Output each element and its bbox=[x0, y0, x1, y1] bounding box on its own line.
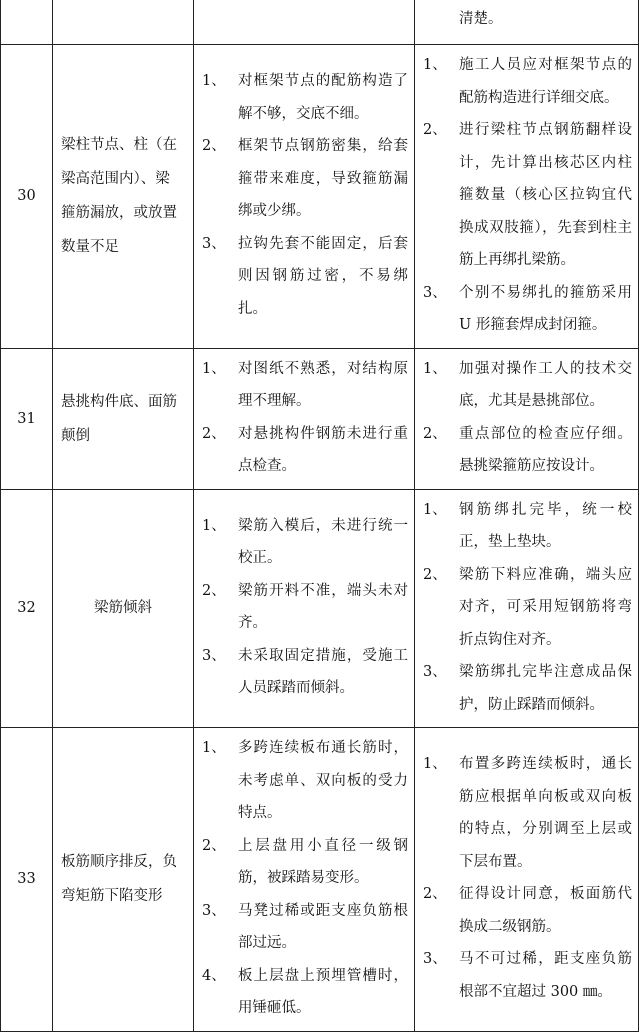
table-row bbox=[1, 45, 639, 349]
item-text: 马凳过稀或距支座负筋根部过远。 bbox=[238, 902, 408, 951]
row-number: 30 bbox=[1, 45, 53, 349]
list-item bbox=[423, 49, 632, 114]
list-item bbox=[202, 65, 408, 130]
item-index: 2、 bbox=[423, 886, 447, 903]
item-index: 2、 bbox=[423, 425, 447, 442]
list-item bbox=[202, 575, 408, 640]
list-item bbox=[423, 748, 632, 878]
item-text: 上层盘用小直径一级钢筋，被踩踏易变形。 bbox=[238, 837, 408, 886]
list-item bbox=[202, 732, 408, 830]
item-index: 1、 bbox=[423, 501, 447, 518]
item-text: 对图纸不熟悉，对结构原理不理解。 bbox=[238, 360, 408, 409]
measure-list bbox=[415, 728, 639, 1032]
list-item bbox=[202, 130, 408, 228]
cause-list bbox=[194, 45, 415, 349]
cause-cell bbox=[194, 0, 415, 45]
list-item bbox=[423, 943, 632, 1008]
table-row bbox=[1, 728, 639, 1032]
measure-list bbox=[415, 348, 639, 489]
list-item bbox=[202, 510, 408, 575]
number-cell bbox=[1, 0, 53, 45]
list-item bbox=[423, 114, 632, 277]
row-number: 32 bbox=[1, 489, 53, 728]
cause-list bbox=[194, 728, 415, 1032]
item-index: 1、 bbox=[423, 57, 447, 73]
item-index: 2、 bbox=[423, 566, 447, 583]
issue-text: 悬挑构件底、面筋颠倒 bbox=[53, 348, 194, 489]
item-index: 1、 bbox=[202, 360, 226, 377]
issue-text: 梁筋倾斜 bbox=[53, 489, 194, 728]
item-text: 未采取固定措施，受施工人员踩踏而倾斜。 bbox=[238, 647, 408, 697]
item-index: 2、 bbox=[202, 837, 226, 854]
list-item bbox=[423, 656, 632, 721]
table-row bbox=[1, 348, 639, 489]
item-text: 进行梁柱节点钢筋翻样设计，先计算出核芯区内柱箍数量（核心区拉钩宜代换成双肢箍），先套到柱主筋上再绑扎梁筋。 bbox=[459, 122, 632, 268]
list-item bbox=[423, 494, 632, 559]
item-text: 加强对操作工人的技术交底，尤其是悬挑部位。 bbox=[459, 360, 632, 409]
table-row bbox=[1, 489, 639, 728]
item-index: 3、 bbox=[423, 284, 447, 301]
item-text: 布置多跨连续板时，通长筋应根据单向板或双向板的特点，分别调至上层或下层布置。 bbox=[459, 756, 632, 870]
list-item bbox=[423, 878, 632, 943]
row-number: 33 bbox=[1, 728, 53, 1032]
item-index: 1、 bbox=[202, 517, 226, 534]
measure-cell bbox=[415, 0, 639, 45]
item-text: 对悬挑构件钢筋未进行重点检查。 bbox=[238, 425, 408, 474]
item-index: 3、 bbox=[423, 951, 447, 968]
item-index: 3、 bbox=[202, 647, 226, 664]
item-index: 2、 bbox=[202, 425, 226, 442]
item-text: 重点部位的检查应仔细。悬挑梁箍筋应按设计。 bbox=[459, 425, 632, 474]
item-text: 钢筋绑扎完毕，统一校正，垫上垫块。 bbox=[459, 501, 632, 550]
item-text: 框架节点钢筋密集，给套箍带来难度，导致箍筋漏绑或少绑。 bbox=[238, 138, 408, 220]
item-text: 板上层盘上预埋管槽时，用锤砸低。 bbox=[238, 967, 408, 1016]
item-text: 梁筋下料应准确，端头应对齐，可采用短钢筋将弯折点钩住对齐。 bbox=[459, 566, 632, 648]
measure-list bbox=[415, 489, 639, 728]
item-index: 1、 bbox=[423, 756, 447, 773]
item-text: 施工人员应对框架节点的配筋构造进行详细交底。 bbox=[459, 57, 632, 106]
list-item bbox=[202, 640, 408, 705]
item-text: 对框架节点的配筋构造了解不够，交底不细。 bbox=[238, 73, 408, 122]
item-index: 4、 bbox=[202, 967, 226, 984]
item-index: 3、 bbox=[423, 664, 447, 680]
cause-list bbox=[194, 489, 415, 728]
list-item bbox=[423, 277, 632, 342]
measure-continuation: 清楚。 bbox=[459, 11, 503, 27]
item-index: 1、 bbox=[202, 73, 226, 90]
item-index: 1、 bbox=[423, 360, 447, 377]
item-index: 2、 bbox=[202, 582, 226, 599]
list-item bbox=[202, 960, 408, 1025]
cause-list bbox=[194, 348, 415, 489]
row-number: 31 bbox=[1, 348, 53, 489]
item-text: 征得设计同意，板面筋代换成二级钢筋。 bbox=[459, 886, 632, 935]
table-row bbox=[1, 0, 639, 45]
item-index: 2、 bbox=[423, 122, 447, 138]
item-index: 3、 bbox=[202, 235, 226, 252]
item-text: 多跨连续板布通长筋时，未考虑单、双向板的受力特点。 bbox=[238, 740, 408, 821]
issue-text: 板筋顺序排反，负弯矩筋下陷变形 bbox=[53, 728, 194, 1032]
list-item bbox=[423, 353, 632, 418]
list-item bbox=[202, 418, 408, 483]
item-text: 个别不易绑扎的箍筋采用 U 形箍套焊成封闭箍。 bbox=[459, 284, 632, 333]
item-text: 梁筋入模后，未进行统一校正。 bbox=[238, 517, 408, 567]
item-index: 3、 bbox=[202, 902, 226, 919]
item-text: 马不可过稀，距支座负筋根部不宜超过 300 ㎜。 bbox=[459, 951, 632, 1000]
item-text: 梁筋开料不准，端头未对齐。 bbox=[238, 582, 408, 632]
list-item bbox=[202, 830, 408, 895]
item-index: 1、 bbox=[202, 740, 226, 756]
item-text: 梁筋绑扎完毕注意成品保护，防止踩踏而倾斜。 bbox=[459, 664, 632, 713]
issue-cell bbox=[53, 0, 194, 45]
issue-text: 梁柱节点、柱（在梁高范围内）、梁箍筋漏放，或放置数量不足 bbox=[53, 45, 194, 349]
list-item bbox=[202, 895, 408, 960]
list-item bbox=[423, 418, 632, 483]
item-text: 拉钩先套不能固定，后套则因钢筋过密，不易绑扎。 bbox=[238, 235, 408, 317]
item-index: 2、 bbox=[202, 138, 226, 155]
list-item bbox=[202, 228, 408, 326]
list-item bbox=[202, 353, 408, 418]
list-item bbox=[423, 559, 632, 657]
measure-list bbox=[415, 45, 639, 349]
